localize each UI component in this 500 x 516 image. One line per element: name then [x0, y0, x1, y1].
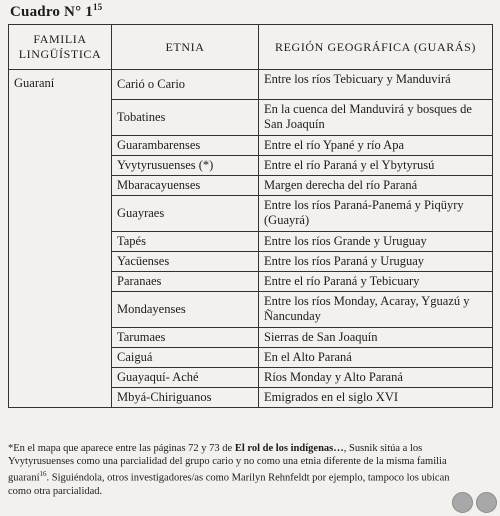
- cell-region: En el Alto Paraná: [259, 348, 493, 368]
- cell-familia: [9, 348, 112, 368]
- cell-etnia: Mbyá-Chiriguanos: [112, 388, 259, 408]
- table-row: [9, 252, 493, 272]
- cell-region: Entre los ríos Monday, Acaray, Yguazú y Ñancunday: [259, 292, 493, 328]
- cell-familia: Guaraní: [9, 70, 112, 100]
- footnote-text-1: *En el mapa que aparece entre las páginas 72 y 73 de: [8, 443, 235, 454]
- cell-familia: [9, 368, 112, 388]
- cell-etnia: Yvytyrusuenses (*): [112, 156, 259, 176]
- cell-familia: [9, 232, 112, 252]
- table-row: [9, 272, 493, 292]
- header-region: REGIÓN GEOGRÁFICA (GUARÁS): [259, 25, 493, 70]
- footnote-text-2: , Susnik sitúa a los Yvytyrusuenses como una parcialidad del grupo cario y no como una etnia diferente de la misma familia guaraní: [8, 443, 447, 484]
- footnote: [8, 442, 466, 498]
- table-row: [9, 328, 493, 348]
- cell-region: Entre los ríos Grande y Uruguay: [259, 232, 493, 252]
- cell-etnia: Guayaquí- Aché: [112, 368, 259, 388]
- table-row: [9, 388, 493, 408]
- cell-etnia: Tarumaes: [112, 328, 259, 348]
- cell-region: Entre los ríos Paraná-Panemá y Piqüyry (Guayrá): [259, 196, 493, 232]
- cell-etnia: Caiguá: [112, 348, 259, 368]
- table-row: [9, 292, 493, 328]
- cell-etnia: Guarambarenses: [112, 136, 259, 156]
- footnote-text-3: . Siguiéndola, otros investigadores/as como Marilyn Rehnfeldt por ejemplo, tampoco los ubican como otra parcialidad.: [8, 472, 450, 497]
- cell-familia: [9, 176, 112, 196]
- cell-etnia: Guayraes: [112, 196, 259, 232]
- cell-etnia: Tobatines: [112, 100, 259, 136]
- table-body: [9, 70, 493, 408]
- caption-footnote-ref: 15: [92, 2, 103, 12]
- table-row: [9, 348, 493, 368]
- table-row: [9, 156, 493, 176]
- decorative-badge-icon: [452, 492, 473, 513]
- header-familia: FAMILIA LINGÜÍSTICA: [9, 25, 112, 70]
- header-row: [9, 25, 493, 70]
- cell-familia: [9, 328, 112, 348]
- cell-etnia: Mondayenses: [112, 292, 259, 328]
- table-row: [9, 100, 493, 136]
- cell-region: Ríos Monday y Alto Paraná: [259, 368, 493, 388]
- cell-region: Entre los ríos Tebicuary y Manduvirá: [259, 70, 493, 100]
- cell-etnia: Paranaes: [112, 272, 259, 292]
- cell-etnia: Yacüenses: [112, 252, 259, 272]
- table-caption: [10, 2, 102, 21]
- cell-region: Entre los ríos Paraná y Uruguay: [259, 252, 493, 272]
- decorative-badge-icon: [476, 492, 497, 513]
- cell-region: Entre el río Paraná y Tebicuary: [259, 272, 493, 292]
- caption-text: Cuadro N° 1: [10, 4, 93, 20]
- footnote-book-title: El rol de los indígenas…: [234, 443, 344, 454]
- ethnic-groups-table: [8, 24, 493, 408]
- cell-familia: [9, 292, 112, 328]
- cell-familia: [9, 252, 112, 272]
- cell-region: Entre el río Ypané y río Apa: [259, 136, 493, 156]
- cell-familia: [9, 196, 112, 232]
- cell-region: Margen derecha del río Paraná: [259, 176, 493, 196]
- cell-region: Emigrados en el siglo XVI: [259, 388, 493, 408]
- cell-etnia: Mbaracayuenses: [112, 176, 259, 196]
- table-row: [9, 70, 493, 100]
- footnote-ref-16: 16: [39, 470, 47, 478]
- cell-familia: [9, 388, 112, 408]
- cell-familia: [9, 272, 112, 292]
- cell-etnia: Carió o Cario: [112, 70, 259, 100]
- cell-familia: [9, 100, 112, 136]
- cell-region: En la cuenca del Manduvirá y bosques de San Joaquín: [259, 100, 493, 136]
- table-row: [9, 176, 493, 196]
- header-etnia: ETNIA: [112, 25, 259, 70]
- cell-etnia: Tapés: [112, 232, 259, 252]
- table-row: [9, 136, 493, 156]
- table-row: [9, 196, 493, 232]
- table-row: [9, 232, 493, 252]
- cell-familia: [9, 156, 112, 176]
- table-row: [9, 368, 493, 388]
- cell-region: Sierras de San Joaquín: [259, 328, 493, 348]
- cell-region: Entre el río Paraná y el Ybytyrusú: [259, 156, 493, 176]
- cell-familia: [9, 136, 112, 156]
